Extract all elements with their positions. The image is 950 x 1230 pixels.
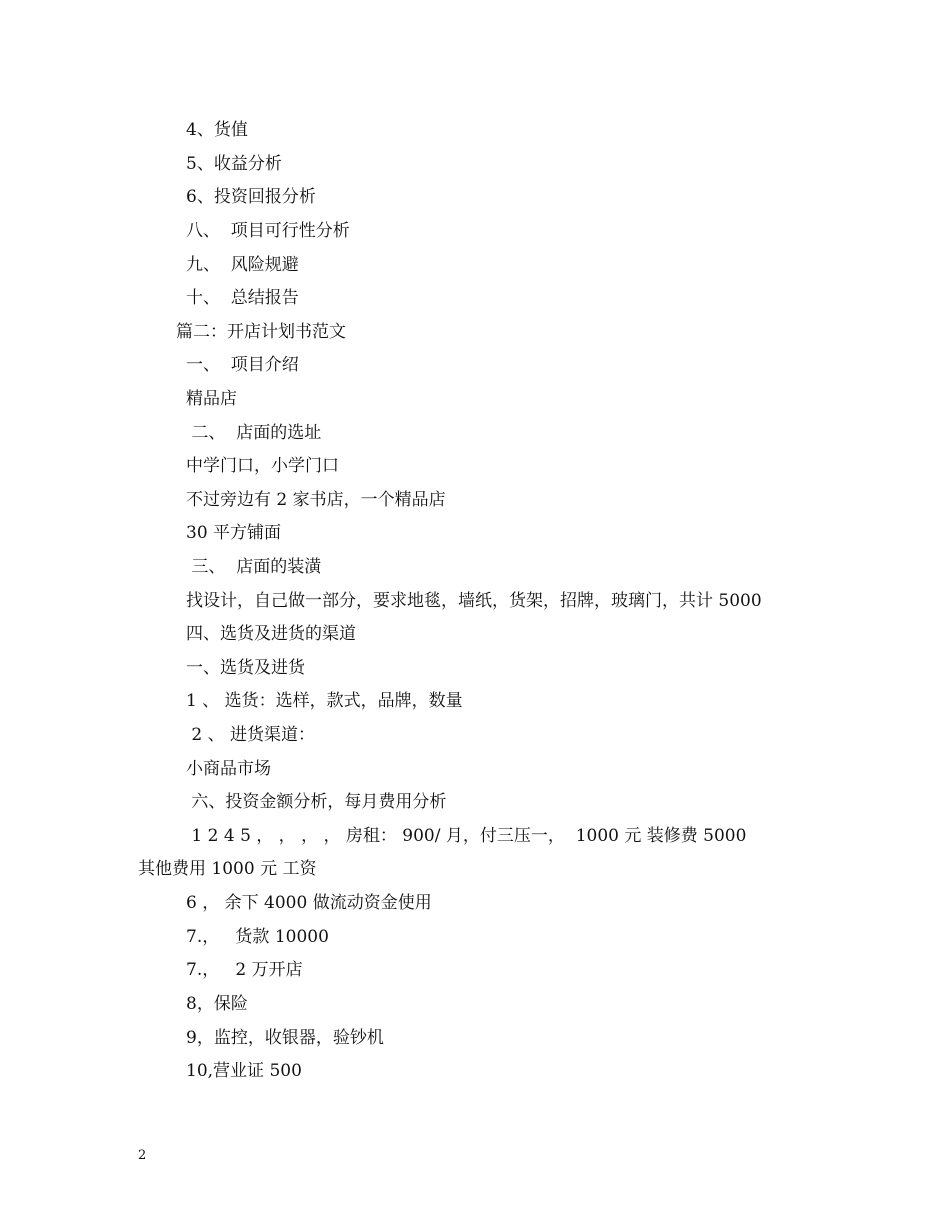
text-line: 2 、 进货渠道： [186,725,316,745]
text-line: 1 2 4 5 ， ， ， ， 房租： 900/ 月，付三压一， 1000 元 装修费 5000 [186,826,747,846]
text-line: 9，监控，收银器，验钞机 [186,1028,384,1048]
text-line: 一、 项目介绍 [186,355,299,375]
text-line: 10,营业证 500 [186,1061,302,1081]
text-line: 7.， 货款 10000 [186,927,329,947]
text-line: 其他费用 1000 元 工资 [138,859,317,879]
text-line: 不过旁边有 2 家书店，一个精品店 [186,490,446,510]
text-line: 精品店 [186,389,237,409]
section-heading: 篇二：开店计划书范文 [176,322,346,342]
text-line: 四、选货及进货的渠道 [186,624,356,644]
text-line: 二、 店面的选址 [186,423,322,443]
text-line: 30 平方铺面 [186,523,282,543]
text-line: 6、投资回报分析 [186,187,316,207]
text-line: 八、 项目可行性分析 [186,221,350,241]
page-number: 2 [138,1148,147,1163]
text-line: 一、选货及进货 [186,658,305,678]
text-line: 6 ， 余下 4000 做流动资金使用 [186,893,432,913]
text-line: 1 、 选货：选样，款式，品牌，数量 [186,691,463,711]
text-line: 六、投资金额分析，每月费用分析 [186,792,447,812]
text-line: 8，保险 [186,994,248,1014]
text-line: 中学门口，小学门口 [186,456,339,476]
text-line: 小商品市场 [186,759,271,779]
text-line: 九、 风险规避 [186,255,299,275]
text-line: 十、 总结报告 [186,288,299,308]
text-line: 4、货值 [186,120,248,140]
text-line: 7.， 2 万开店 [186,960,303,980]
text-line: 三、 店面的装潢 [186,557,322,577]
text-line: 5、收益分析 [186,154,282,174]
text-line: 找设计，自己做一部分，要求地毯，墙纸，货架，招牌，玻璃门，共计 5000 [186,591,762,611]
